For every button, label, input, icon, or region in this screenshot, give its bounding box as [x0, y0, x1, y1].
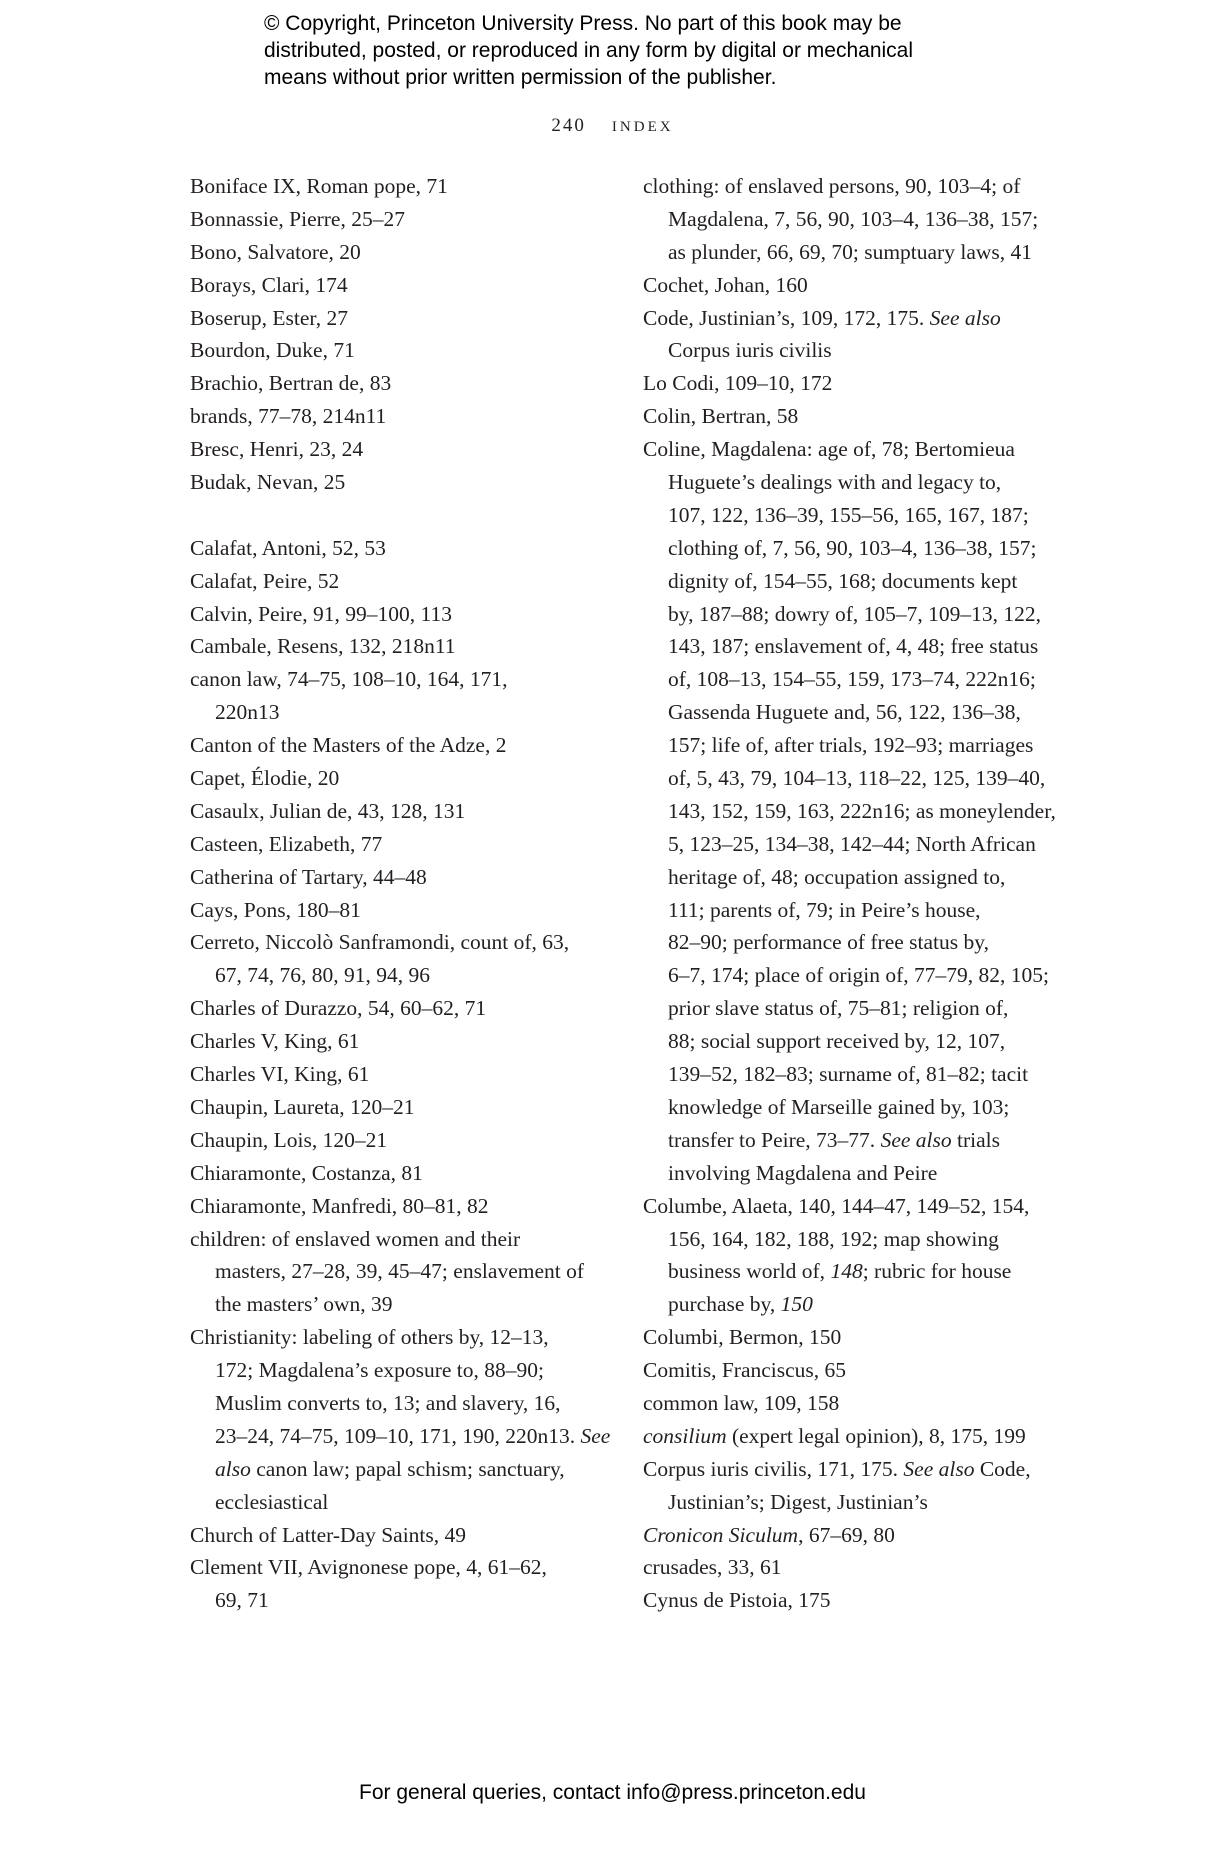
index-entry — [643, 1519, 1056, 1552]
index-entry-heading — [190, 663, 610, 696]
index-entry-heading — [190, 861, 610, 894]
entry-text: the masters’ own, 39 — [215, 1292, 393, 1317]
index-entry — [190, 1223, 610, 1322]
index-entry-heading — [190, 170, 610, 203]
entry-text: Chaupin, Laureta, 120–21 — [190, 1094, 415, 1119]
italic-text: See also — [929, 305, 1001, 330]
entry-text: purchase by, — [668, 1292, 781, 1317]
entry-text: children: of enslaved women and their — [190, 1226, 521, 1251]
entry-text: (expert legal opinion), 8, 175, 199 — [726, 1423, 1026, 1448]
index-entry — [190, 630, 610, 663]
index-entry — [190, 1124, 610, 1157]
index-entry-continuation — [643, 334, 1056, 367]
entry-text: 220n13 — [215, 700, 280, 725]
entry-text: Chiaramonte, Manfredi, 80–81, 82 — [190, 1193, 489, 1218]
italic-text: 148 — [830, 1259, 863, 1284]
page-number: 240 — [551, 115, 586, 136]
entry-text: Coline, Magdalena: age of, 78; Bertomieua — [643, 437, 1015, 462]
index-entry-continuation — [643, 1288, 1056, 1321]
entry-text: Cambale, Resens, 132, 218n11 — [190, 634, 456, 659]
letter-group-gap — [190, 499, 610, 532]
index-entry-heading — [190, 1321, 610, 1354]
entry-text: heritage of, 48; occupation assigned to, — [668, 864, 1006, 889]
index-entry-heading — [190, 992, 610, 1025]
entry-text: Bourdon, Duke, 71 — [190, 338, 355, 363]
index-entry-heading — [190, 1091, 610, 1124]
entry-text: Charles of Durazzo, 54, 60–62, 71 — [190, 996, 487, 1021]
index-entry-continuation — [190, 1420, 610, 1453]
italic-text: See also — [880, 1127, 952, 1152]
index-entry-heading — [190, 630, 610, 663]
index-entry — [190, 1551, 610, 1617]
index-entry-heading — [190, 598, 610, 631]
entry-text: of, 5, 43, 79, 104–13, 118–22, 125, 139–40, — [668, 766, 1046, 791]
index-entry — [190, 1190, 610, 1223]
entry-text: brands, 77–78, 214n11 — [190, 404, 387, 429]
index-entry-heading — [190, 565, 610, 598]
index-entry — [190, 1091, 610, 1124]
index-entry — [190, 170, 610, 203]
entry-text: Casteen, Elizabeth, 77 — [190, 831, 383, 856]
entry-text: Columbi, Bermon, 150 — [643, 1325, 842, 1350]
index-entry — [643, 433, 1056, 1189]
index-entry-continuation — [190, 1486, 610, 1519]
entry-text: Cynus de Pistoia, 175 — [643, 1588, 831, 1613]
entry-text: canon law, 74–75, 108–10, 164, 171, — [190, 667, 508, 692]
running-head — [0, 112, 1225, 137]
index-entry-continuation — [643, 795, 1056, 828]
entry-text: Justinian’s; Digest, Justinian’s — [668, 1489, 928, 1514]
entry-text: Christianity: labeling of others by, 12–13, — [190, 1325, 549, 1350]
entry-text: , 67–69, 80 — [798, 1522, 895, 1547]
entry-text: Gassenda Huguete and, 56, 122, 136–38, — [668, 700, 1021, 725]
entry-text: trials — [951, 1127, 1000, 1152]
entry-text: 157; life of, after trials, 192–93; marriages — [668, 733, 1034, 758]
index-entry-heading — [643, 433, 1056, 466]
entry-text: dignity of, 154–55, 168; documents kept — [668, 568, 1018, 593]
index-entry — [190, 729, 610, 762]
running-head-title: index — [611, 112, 674, 136]
entry-text: 6–7, 174; place of origin of, 77–79, 82, 105; — [668, 963, 1049, 988]
index-entry — [190, 1519, 610, 1552]
index-entry-continuation — [643, 894, 1056, 927]
entry-text: 5, 123–25, 134–38, 142–44; North African — [668, 831, 1036, 856]
italic-text: Cronicon Siculum — [643, 1522, 799, 1547]
index-entry-heading — [190, 828, 610, 861]
index-entry-heading — [190, 367, 610, 400]
index-entry-continuation — [190, 1387, 610, 1420]
italic-text: 150 — [780, 1292, 813, 1317]
index-entry-heading — [190, 1223, 610, 1256]
index-entry — [190, 466, 610, 499]
entry-text: ecclesiastical — [215, 1489, 329, 1514]
index-entry-continuation — [643, 1157, 1056, 1190]
index-entry-continuation — [643, 762, 1056, 795]
index-entry — [190, 400, 610, 433]
index-entry — [643, 1584, 1056, 1617]
entry-text: 111; parents of, 79; in Peire’s house, — [668, 897, 981, 922]
italic-text: See also — [903, 1456, 975, 1481]
index-entry-heading — [190, 762, 610, 795]
entry-text: Clement VII, Avignonese pope, 4, 61–62, — [190, 1555, 547, 1580]
index-entry — [643, 170, 1056, 269]
index-entry — [190, 762, 610, 795]
entry-text: Calafat, Antoni, 52, 53 — [190, 535, 386, 560]
entry-text: Corpus iuris civilis, 171, 175. — [643, 1456, 904, 1481]
entry-text: business world of, — [668, 1259, 831, 1284]
index-entry-continuation — [643, 926, 1056, 959]
index-entry-continuation — [643, 663, 1056, 696]
entry-text: Corpus iuris civilis — [668, 338, 832, 363]
entry-text: Calvin, Peire, 91, 99–100, 113 — [190, 601, 452, 626]
index-entry-heading — [643, 302, 1056, 335]
index-entry — [190, 1321, 610, 1518]
index-entry-heading — [190, 729, 610, 762]
index-entry-continuation — [643, 861, 1056, 894]
index-entry — [190, 894, 610, 927]
entry-text: common law, 109, 158 — [643, 1390, 840, 1415]
index-entry — [190, 1157, 610, 1190]
entry-text: 143, 152, 159, 163, 222n16; as moneylender, — [668, 798, 1056, 823]
entry-text: Chiaramonte, Costanza, 81 — [190, 1160, 423, 1185]
entry-text: of, 108–13, 154–55, 159, 173–74, 222n16; — [668, 667, 1036, 692]
index-entry — [190, 1025, 610, 1058]
index-entry-heading — [190, 532, 610, 565]
index-entry-heading — [190, 433, 610, 466]
index-entry-heading — [643, 170, 1056, 203]
index-entry — [190, 433, 610, 466]
index-entry-heading — [643, 1420, 1056, 1453]
entry-text: Comitis, Franciscus, 65 — [643, 1358, 847, 1383]
index-entry-heading — [190, 1124, 610, 1157]
index-entry-heading — [190, 795, 610, 828]
copyright-line: means without prior written permission of the publisher. — [264, 66, 777, 89]
entry-text: 172; Magdalena’s exposure to, 88–90; — [215, 1358, 545, 1383]
index-entry — [190, 598, 610, 631]
italic-text: consilium — [643, 1423, 727, 1448]
entry-text: Capet, Élodie, 20 — [190, 766, 340, 791]
entry-text: Chaupin, Lois, 120–21 — [190, 1127, 388, 1152]
entry-text: Cerreto, Niccolò Sanframondi, count of, 63, — [190, 930, 570, 955]
index-entry-continuation — [643, 992, 1056, 1025]
entry-text: Charles V, King, 61 — [190, 1029, 360, 1054]
index-entry-continuation — [643, 959, 1056, 992]
index-entry-continuation — [643, 696, 1056, 729]
entry-text: by, 187–88; dowry of, 105–7, 109–13, 122, — [668, 601, 1042, 626]
index-entry-heading — [190, 1551, 610, 1584]
index-entry — [643, 1190, 1056, 1322]
index-entry — [643, 1354, 1056, 1387]
index-entry-heading — [190, 1058, 610, 1091]
entry-text: 69, 71 — [215, 1588, 269, 1613]
entry-text: masters, 27–28, 39, 45–47; enslavement of — [215, 1259, 585, 1284]
entry-text: Code, — [974, 1456, 1031, 1481]
index-entry-heading — [190, 400, 610, 433]
entry-text: Boserup, Ester, 27 — [190, 305, 348, 330]
index-entry-continuation — [643, 729, 1056, 762]
index-entry-continuation — [190, 1354, 610, 1387]
index-entry-continuation — [190, 1584, 610, 1617]
entry-text: Budak, Nevan, 25 — [190, 470, 346, 495]
footer-contact: For general queries, contact info@press.princeton.edu — [359, 1781, 866, 1804]
entry-text: 107, 122, 136–39, 155–56, 165, 167, 187; — [668, 502, 1029, 527]
entry-text: Calafat, Peire, 52 — [190, 568, 340, 593]
index-entry-heading — [643, 367, 1056, 400]
entry-text: Bresc, Henri, 23, 24 — [190, 437, 364, 462]
copyright-line: © Copyright, Princeton University Press. No part of this book may be — [264, 12, 902, 35]
index-entry-heading — [190, 1190, 610, 1223]
index-entry — [190, 565, 610, 598]
index-entry-heading — [190, 466, 610, 499]
index-entry-continuation — [643, 1486, 1056, 1519]
index-entry — [643, 1321, 1056, 1354]
entry-text: Canton of the Masters of the Adze, 2 — [190, 733, 507, 758]
index-entry-continuation — [190, 1288, 610, 1321]
index-entry-continuation — [643, 1223, 1056, 1256]
entry-text: 88; social support received by, 12, 107, — [668, 1029, 1006, 1054]
index-entry — [190, 334, 610, 367]
entry-text: Casaulx, Julian de, 43, 128, 131 — [190, 798, 466, 823]
index-column-left — [190, 170, 610, 1617]
index-entry — [190, 1058, 610, 1091]
index-entry-continuation — [643, 1058, 1056, 1091]
index-entry-heading — [643, 400, 1056, 433]
index-entry — [190, 269, 610, 302]
index-entry-heading — [190, 1025, 610, 1058]
entry-text: Bono, Salvatore, 20 — [190, 239, 361, 264]
index-entry — [190, 367, 610, 400]
entry-text: Huguete’s dealings with and legacy to, — [668, 470, 1002, 495]
index-entry-heading — [190, 894, 610, 927]
index-entry-continuation — [643, 828, 1056, 861]
index-entry — [643, 1453, 1056, 1519]
index-entry-continuation — [643, 236, 1056, 269]
index-entry-heading — [190, 203, 610, 236]
entry-text: 156, 164, 182, 188, 192; map showing — [668, 1226, 999, 1251]
entry-text: Code, Justinian’s, 109, 172, 175. — [643, 305, 930, 330]
entry-text: Catherina of Tartary, 44–48 — [190, 864, 427, 889]
index-entry — [190, 236, 610, 269]
entry-text: 139–52, 182–83; surname of, 81–82; tacit — [668, 1062, 1029, 1087]
index-entry-heading — [643, 1551, 1056, 1584]
index-entry-continuation — [190, 696, 610, 729]
index-entry-continuation — [643, 1124, 1056, 1157]
index-entry — [643, 1387, 1056, 1420]
index-entry-continuation — [643, 565, 1056, 598]
index-entry — [643, 1420, 1056, 1453]
entry-text: 23–24, 74–75, 109–10, 171, 190, 220n13. — [215, 1423, 581, 1448]
index-entry-continuation — [643, 630, 1056, 663]
entry-text: involving Magdalena and Peire — [668, 1160, 938, 1185]
index-entry-continuation — [643, 1025, 1056, 1058]
index-entry — [643, 367, 1056, 400]
index-entry-continuation — [190, 1453, 610, 1486]
index-entry-heading — [190, 302, 610, 335]
entry-text: ; rubric for house — [862, 1259, 1012, 1284]
index-entry-heading — [190, 1519, 610, 1552]
index-entry-heading — [643, 269, 1056, 302]
index-entry — [190, 926, 610, 992]
index-entry-continuation — [190, 1255, 610, 1288]
entry-text: 143, 187; enslavement of, 4, 48; free status — [668, 634, 1039, 659]
index-entry-heading — [643, 1387, 1056, 1420]
entry-text: clothing: of enslaved persons, 90, 103–4; of — [643, 174, 1021, 198]
index-entry-heading — [190, 334, 610, 367]
italic-text: also — [215, 1456, 251, 1481]
index-entry-heading — [190, 269, 610, 302]
entry-text: Colin, Bertran, 58 — [643, 404, 799, 429]
index-entry — [190, 828, 610, 861]
index-entry-heading — [190, 236, 610, 269]
index-entry — [190, 532, 610, 565]
entry-text: Borays, Clari, 174 — [190, 272, 348, 297]
entry-text: 67, 74, 76, 80, 91, 94, 96 — [215, 963, 430, 988]
index-entry — [190, 992, 610, 1025]
index-entry — [190, 663, 610, 729]
entry-text: Cays, Pons, 180–81 — [190, 897, 361, 922]
entry-text: crusades, 33, 61 — [643, 1555, 782, 1580]
copyright-line: distributed, posted, or reproduced in any form by digital or mechanical — [264, 39, 914, 62]
entry-text: 82–90; performance of free status by, — [668, 930, 989, 955]
index-entry — [190, 795, 610, 828]
index-entry — [190, 203, 610, 236]
entry-text: Bonnassie, Pierre, 25–27 — [190, 206, 405, 231]
entry-text: transfer to Peire, 73–77. — [668, 1127, 881, 1152]
entry-text: knowledge of Marseille gained by, 103; — [668, 1094, 1010, 1119]
index-entry-continuation — [643, 1091, 1056, 1124]
index-entry-continuation — [643, 203, 1056, 236]
index-entry-continuation — [643, 466, 1056, 499]
entry-text: Cochet, Johan, 160 — [643, 272, 808, 297]
index-entry — [643, 400, 1056, 433]
index-entry — [643, 269, 1056, 302]
entry-text: canon law; papal schism; sanctuary, — [250, 1456, 565, 1481]
entry-text: Columbe, Alaeta, 140, 144–47, 149–52, 154, — [643, 1193, 1030, 1218]
entry-text: Charles VI, King, 61 — [190, 1062, 370, 1087]
index-entry-continuation — [643, 499, 1056, 532]
entry-text: Magdalena, 7, 56, 90, 103–4, 136–38, 157; — [668, 206, 1039, 231]
entry-text: as plunder, 66, 69, 70; sumptuary laws, 41 — [668, 239, 1032, 264]
entry-text: clothing of, 7, 56, 90, 103–4, 136–38, 157; — [668, 535, 1037, 560]
entry-text: Lo Codi, 109–10, 172 — [643, 371, 833, 396]
index-column-right — [643, 170, 1056, 1617]
entry-text: Church of Latter-Day Saints, 49 — [190, 1522, 467, 1547]
index-entry-heading — [643, 1453, 1056, 1486]
entry-text: Boniface IX, Roman pope, 71 — [190, 174, 448, 198]
entry-text: Muslim converts to, 13; and slavery, 16, — [215, 1390, 561, 1415]
index-entry — [643, 1551, 1056, 1584]
copyright-notice — [264, 10, 913, 91]
index-entry-heading — [643, 1519, 1056, 1552]
entry-text: prior slave status of, 75–81; religion of, — [668, 996, 1009, 1021]
index-entry-heading — [643, 1321, 1056, 1354]
index-entry-heading — [643, 1354, 1056, 1387]
index-entry — [643, 302, 1056, 368]
index-entry-continuation — [190, 959, 610, 992]
index-entry-continuation — [643, 1255, 1056, 1288]
index-entry-continuation — [643, 598, 1056, 631]
italic-text: See — [580, 1423, 611, 1448]
index-entry-heading — [190, 926, 610, 959]
entry-text: Brachio, Bertran de, 83 — [190, 371, 392, 396]
index-entry-heading — [643, 1190, 1056, 1223]
index-entry-heading — [643, 1584, 1056, 1617]
index-entry-continuation — [643, 532, 1056, 565]
index-entry — [190, 861, 610, 894]
index-entry — [190, 302, 610, 335]
index-entry-heading — [190, 1157, 610, 1190]
